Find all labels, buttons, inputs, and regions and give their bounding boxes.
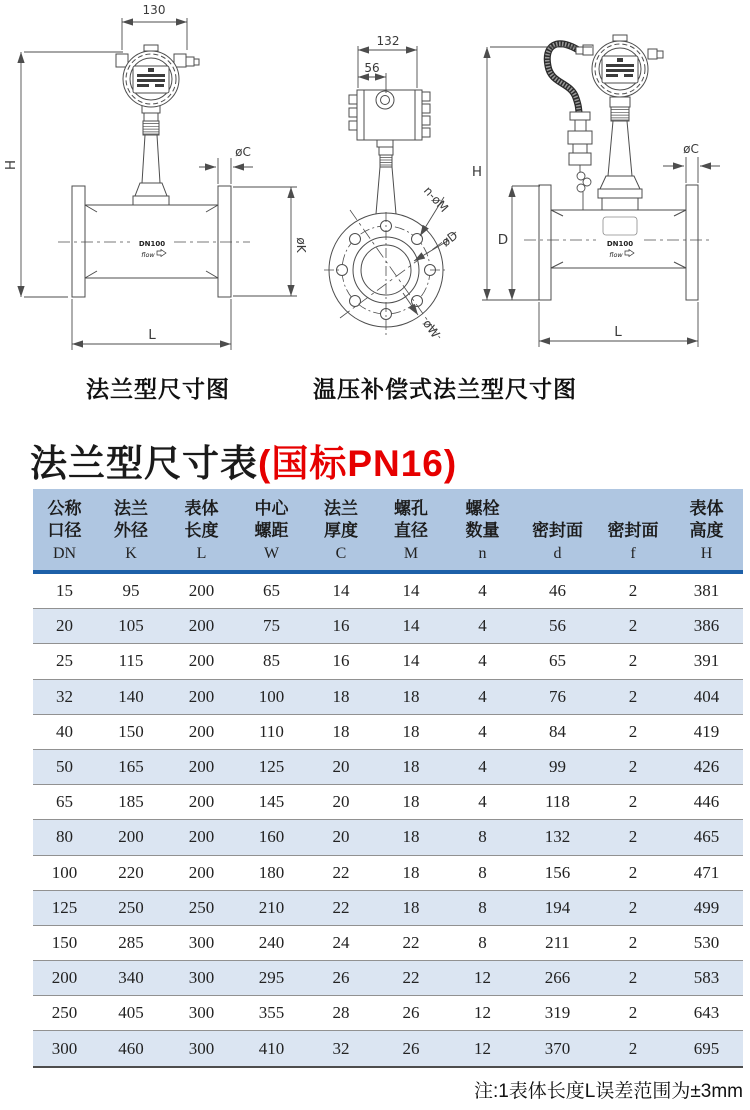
table-cell: 410 [237, 1031, 306, 1067]
table-cell: 8 [446, 855, 519, 890]
table-row [33, 1031, 743, 1067]
table-cell: 391 [670, 644, 743, 679]
housing-side-view [349, 90, 430, 214]
table-cell: 18 [376, 714, 446, 749]
table-cell: 8 [446, 925, 519, 960]
table-cell: 4 [446, 714, 519, 749]
table-cell: 4 [478, 581, 487, 601]
table-cell: 2 [596, 855, 670, 890]
table-cell: 471 [670, 855, 743, 890]
table-cell: 22 [306, 890, 376, 925]
table-cell: 14 [332, 581, 350, 601]
table-cell: 8 [446, 890, 519, 925]
table-cell: 20 [306, 785, 376, 820]
column-header-C: 法兰 厚度 C [306, 489, 376, 572]
dim-diameter-D [512, 186, 540, 300]
dimension-table [33, 489, 743, 1068]
table-cell: 40 [33, 714, 96, 749]
dim-flange-thickness-C [199, 158, 253, 184]
table-cell: 2 [596, 890, 670, 925]
table-row [33, 820, 743, 855]
table-cell: 4 [446, 609, 519, 644]
table-cell: 22 [306, 855, 376, 890]
table-cell: 180 [237, 855, 306, 890]
flange-type-drawing [21, 18, 297, 350]
table-cell: 125 [33, 890, 96, 925]
dim-label-L-right: L [614, 324, 622, 340]
table-cell: 266 [519, 961, 596, 996]
table-cell: 18 [306, 679, 376, 714]
table-cell: 2 [628, 581, 638, 601]
pipe-size-label-left: DN100 [138, 240, 166, 248]
table-cell: 185 [96, 785, 166, 820]
table-cell: 643 [670, 996, 743, 1031]
table-cell: 2 [596, 679, 670, 714]
table-cell: 499 [670, 890, 743, 925]
table-cell: 132 [519, 820, 596, 855]
table-cell: 165 [96, 749, 166, 784]
flow-logo-right: flow [609, 251, 623, 259]
table-cell: 95 [122, 581, 140, 601]
table-cell: 26 [376, 996, 446, 1031]
table-cell: 46 [549, 581, 566, 601]
table-cell: 2 [596, 644, 670, 679]
table-cell: 50 [33, 749, 96, 784]
table-cell: 200 [166, 644, 237, 679]
column-header-n: 螺栓 数量 n [446, 489, 519, 572]
table-row [33, 925, 743, 960]
column-header-K: 法兰 外径 K [96, 489, 166, 572]
table-cell: 18 [376, 820, 446, 855]
table-cell: 404 [670, 679, 743, 714]
table-cell: 24 [306, 925, 376, 960]
table-cell: 426 [670, 749, 743, 784]
table-cell: 2 [596, 961, 670, 996]
table-row [33, 644, 743, 679]
caption-compensated-type: 温压补偿式法兰型尺寸图 [313, 376, 577, 402]
table-cell: 26 [376, 1031, 446, 1067]
table-cell: 18 [376, 785, 446, 820]
table-cell: 100 [237, 679, 306, 714]
table-cell: 200 [166, 749, 237, 784]
table-cell: 200 [96, 820, 166, 855]
table-cell: 300 [166, 961, 237, 996]
temperature-sensor-assembly [547, 44, 593, 210]
table-cell: 250 [96, 890, 166, 925]
table-cell: 2 [596, 785, 670, 820]
table-cell: 200 [188, 581, 215, 601]
table-cell: 32 [306, 1031, 376, 1067]
table-cell: 18 [376, 679, 446, 714]
column-header-d: 密封面 d [519, 489, 596, 572]
table-cell: 200 [166, 609, 237, 644]
dim-label-56: 56 [364, 61, 380, 75]
title-main: 法兰型尺寸表 [30, 443, 258, 484]
table-cell: 20 [33, 609, 96, 644]
table-cell: 300 [166, 996, 237, 1031]
table-cell: 405 [96, 996, 166, 1031]
table-cell: 118 [519, 785, 596, 820]
table-row [33, 572, 743, 609]
table-cell: 211 [519, 925, 596, 960]
table-body [33, 572, 743, 1067]
table-cell: 355 [237, 996, 306, 1031]
table-cell: 16 [306, 644, 376, 679]
table-cell: 300 [166, 925, 237, 960]
table-cell: 15 [56, 581, 73, 601]
table-cell: 419 [670, 714, 743, 749]
table-cell: 4 [446, 785, 519, 820]
table-cell: 300 [166, 1031, 237, 1067]
table-cell: 200 [166, 714, 237, 749]
table-cell: 4 [446, 749, 519, 784]
dim-label-L-left: L [148, 327, 156, 343]
table-cell: 160 [237, 820, 306, 855]
table-row [33, 714, 743, 749]
table-cell: 125 [237, 749, 306, 784]
table-cell: 65 [519, 644, 596, 679]
table-cell: 200 [166, 785, 237, 820]
column-header-L: 表体 长度 L [166, 489, 237, 572]
table-cell: 75 [237, 609, 306, 644]
caption-flange-type: 法兰型尺寸图 [86, 376, 230, 402]
table-cell: 465 [670, 820, 743, 855]
table-cell: 200 [166, 820, 237, 855]
column-header-DN: 公称 口径 DN [33, 489, 96, 572]
table-cell: 65 [263, 581, 280, 601]
dim-label-D-middle: øD [438, 228, 461, 250]
table-cell: 22 [376, 925, 446, 960]
table-cell: 18 [376, 890, 446, 925]
table-cell: 695 [670, 1031, 743, 1067]
transmitter-head-right [592, 35, 663, 97]
column-header-f: 密封面 f [596, 489, 670, 572]
table-cell: 145 [237, 785, 306, 820]
table-row [33, 855, 743, 890]
dim-label-C-left: øC [235, 145, 251, 159]
flange-face [324, 210, 456, 338]
table-cell: 100 [33, 855, 96, 890]
table-cell: 319 [519, 996, 596, 1031]
table-cell: 285 [96, 925, 166, 960]
dim-label-132: 132 [376, 34, 400, 48]
column-header-W: 中心 螺距 W [237, 489, 306, 572]
table-cell: 18 [306, 714, 376, 749]
table-cell: 2 [596, 609, 670, 644]
dim-label-K: øK [294, 237, 308, 253]
dim-label-H-right: H [471, 164, 483, 180]
table-cell: 8 [446, 820, 519, 855]
table-cell: 4 [446, 644, 519, 679]
table-cell: 76 [519, 679, 596, 714]
table-cell: 295 [237, 961, 306, 996]
dim-label-W: øW [420, 316, 443, 341]
table-cell: 105 [96, 609, 166, 644]
table-row [33, 749, 743, 784]
pipe-size-label-right: DN100 [606, 240, 634, 248]
dim-flange-diameter-K [233, 187, 297, 296]
column-header-H: 表体 高度 H [670, 489, 743, 572]
table-row [33, 961, 743, 996]
table-cell: 110 [237, 714, 306, 749]
table-cell: 220 [96, 855, 166, 890]
table-cell: 4 [446, 679, 519, 714]
transmitter-head [116, 45, 199, 107]
table-cell: 250 [33, 996, 96, 1031]
table-cell: 200 [166, 855, 237, 890]
page-title [30, 433, 457, 487]
table-cell: 22 [376, 961, 446, 996]
table-cell: 85 [237, 644, 306, 679]
table-cell: 370 [519, 1031, 596, 1067]
table-cell: 2 [596, 996, 670, 1031]
table-cell: 14 [376, 609, 446, 644]
table-cell: 18 [376, 855, 446, 890]
table-header-row [33, 489, 743, 572]
flow-logo-left: flow [141, 251, 155, 259]
table-cell: 28 [306, 996, 376, 1031]
dim-label-D-right: D [497, 232, 509, 248]
table-cell: 56 [519, 609, 596, 644]
table-cell: 194 [519, 890, 596, 925]
table-cell: 300 [33, 1031, 96, 1067]
table-row [33, 785, 743, 820]
table-cell: 386 [670, 609, 743, 644]
table-cell: 115 [96, 644, 166, 679]
transmitter-stem [133, 104, 169, 205]
dim-label-130: 130 [142, 3, 166, 17]
table-cell: 12 [446, 996, 519, 1031]
column-header-M: 螺孔 直径 M [376, 489, 446, 572]
table-row [33, 996, 743, 1031]
table-cell: 200 [166, 679, 237, 714]
table-cell: 381 [693, 581, 720, 601]
table-cell: 18 [376, 749, 446, 784]
table-cell: 240 [237, 925, 306, 960]
technical-drawings [0, 0, 750, 368]
table-cell: 140 [96, 679, 166, 714]
dim-label-C-right: øC [683, 142, 699, 156]
table-cell: 25 [33, 644, 96, 679]
table-cell: 446 [670, 785, 743, 820]
table-cell: 2 [596, 1031, 670, 1067]
table-cell: 2 [596, 714, 670, 749]
table-cell: 20 [306, 749, 376, 784]
dim-label-H-left: H [3, 159, 19, 171]
title-highlight: (国标PN16) [258, 443, 458, 484]
table-cell: 32 [33, 679, 96, 714]
table-cell: 20 [306, 820, 376, 855]
table-cell: 65 [33, 785, 96, 820]
table-cell: 12 [446, 961, 519, 996]
dim-flange-thickness-C-right [663, 157, 720, 183]
table-cell: 150 [33, 925, 96, 960]
table-cell: 99 [519, 749, 596, 784]
table-row [33, 679, 743, 714]
table-cell: 2 [596, 925, 670, 960]
table-cell: 84 [519, 714, 596, 749]
table-cell: 250 [166, 890, 237, 925]
table-cell: 80 [33, 820, 96, 855]
table-cell: 14 [402, 581, 420, 601]
table-cell: 583 [670, 961, 743, 996]
table-row [33, 890, 743, 925]
table-cell: 156 [519, 855, 596, 890]
table-row [33, 609, 743, 644]
table-cell: 210 [237, 890, 306, 925]
table-cell: 340 [96, 961, 166, 996]
table-cell: 2 [596, 749, 670, 784]
table-note: 注:1表体长度L误差范围为±3mm [473, 1081, 743, 1102]
table-cell: 14 [376, 644, 446, 679]
table-cell: 2 [596, 820, 670, 855]
dim-label-nM: n-øM [420, 183, 452, 216]
transmitter-stem-right [598, 97, 642, 210]
table-cell: 460 [96, 1031, 166, 1067]
table-cell: 26 [306, 961, 376, 996]
table-cell: 16 [306, 609, 376, 644]
table-cell: 12 [446, 1031, 519, 1067]
table-cell: 530 [670, 925, 743, 960]
table-cell: 200 [33, 961, 96, 996]
compensated-side-drawing [482, 35, 720, 347]
table-cell: 150 [96, 714, 166, 749]
